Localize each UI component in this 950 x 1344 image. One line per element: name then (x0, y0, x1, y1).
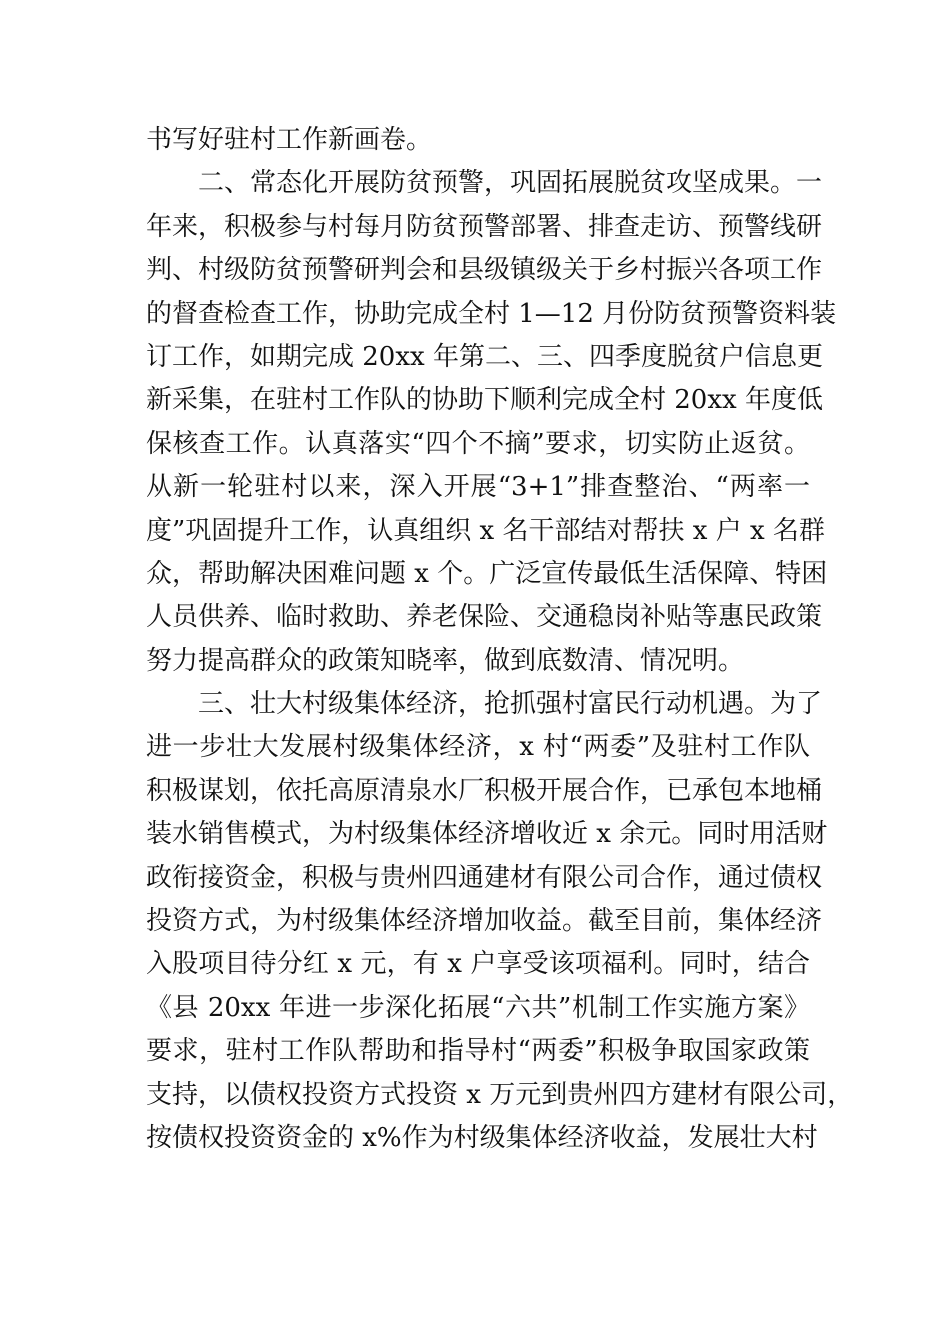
paragraph (146, 683, 854, 1160)
text-line: 度”巩固提升工作，认真组织 x 名干部结对帮扶 x 户 x 名群 (146, 515, 825, 546)
text-line: 按债权投资资金的 x%作为村级集体经济收益，发展壮大村 (146, 1122, 818, 1153)
text-line: 判、村级防贫预警研判会和县级镇级关于乡村振兴各项工作 (146, 255, 823, 286)
text-line: 众，帮助解决困难问题 x 个。广泛宣传最低生活保障、特困 (146, 558, 828, 589)
text-line: 积极谋划，依托高原清泉水厂积极开展合作，已承包本地桶 (146, 775, 823, 806)
text-line: 书写好驻村工作新画卷。 (146, 125, 433, 155)
text-line: 保核查工作。认真落实“四个不摘”要求，切实防止返贫。 (146, 428, 810, 459)
text-line: 投资方式，为村级集体经济增加收益。截至目前，集体经济 (146, 906, 823, 937)
text-line: 政衔接资金，积极与贵州四通建材有限公司合作，通过债权 (146, 862, 823, 893)
text-line: 进一步壮大发展村级集体经济，x 村“两委”及驻村工作队 (146, 732, 810, 763)
text-line: 《县 20xx 年进一步深化拓展“六共”机制工作实施方案》 (146, 992, 810, 1023)
text-line: 新采集，在驻村工作队的协助下顺利完成全村 20xx 年度低 (146, 385, 823, 416)
text-line: 入股项目待分红 x 元，有 x 户享受该项福利。同时，结合 (146, 949, 810, 980)
paragraph (146, 119, 810, 162)
text-line: 装水销售模式，为村级集体经济增收近 x 余元。同时用活财 (146, 819, 828, 850)
text-line: 人员供养、临时救助、养老保险、交通稳岗补贴等惠民政策 (146, 602, 823, 633)
body-text (146, 119, 854, 1160)
paragraph (146, 162, 837, 683)
text-line: 三、壮大村级集体经济，抢抓强村富民行动机遇。为了 (198, 689, 823, 720)
text-line: 的督查检查工作，协助完成全村 1—12 月份防贫预警资料装 (146, 298, 837, 329)
text-line: 要求，驻村工作队帮助和指导村“两委”积极争取国家政策 (146, 1036, 810, 1067)
text-line: 从新一轮驻村以来，深入开展“3+1”排查整治、“两率一 (146, 472, 810, 503)
text-line: 二、常态化开展防贫预警，巩固拓展脱贫攻坚成果。一 (198, 168, 823, 199)
text-line: 支持，以债权投资方式投资 x 万元到贵州四方建材有限公司， (146, 1079, 854, 1110)
text-line: 年来，积极参与村每月防贫预警部署、排查走访、预警线研 (146, 211, 823, 242)
text-line: 努力提高群众的政策知晓率，做到底数清、情况明。 (146, 645, 745, 676)
text-line: 订工作，如期完成 20xx 年第二、三、四季度脱贫户信息更 (146, 341, 823, 372)
